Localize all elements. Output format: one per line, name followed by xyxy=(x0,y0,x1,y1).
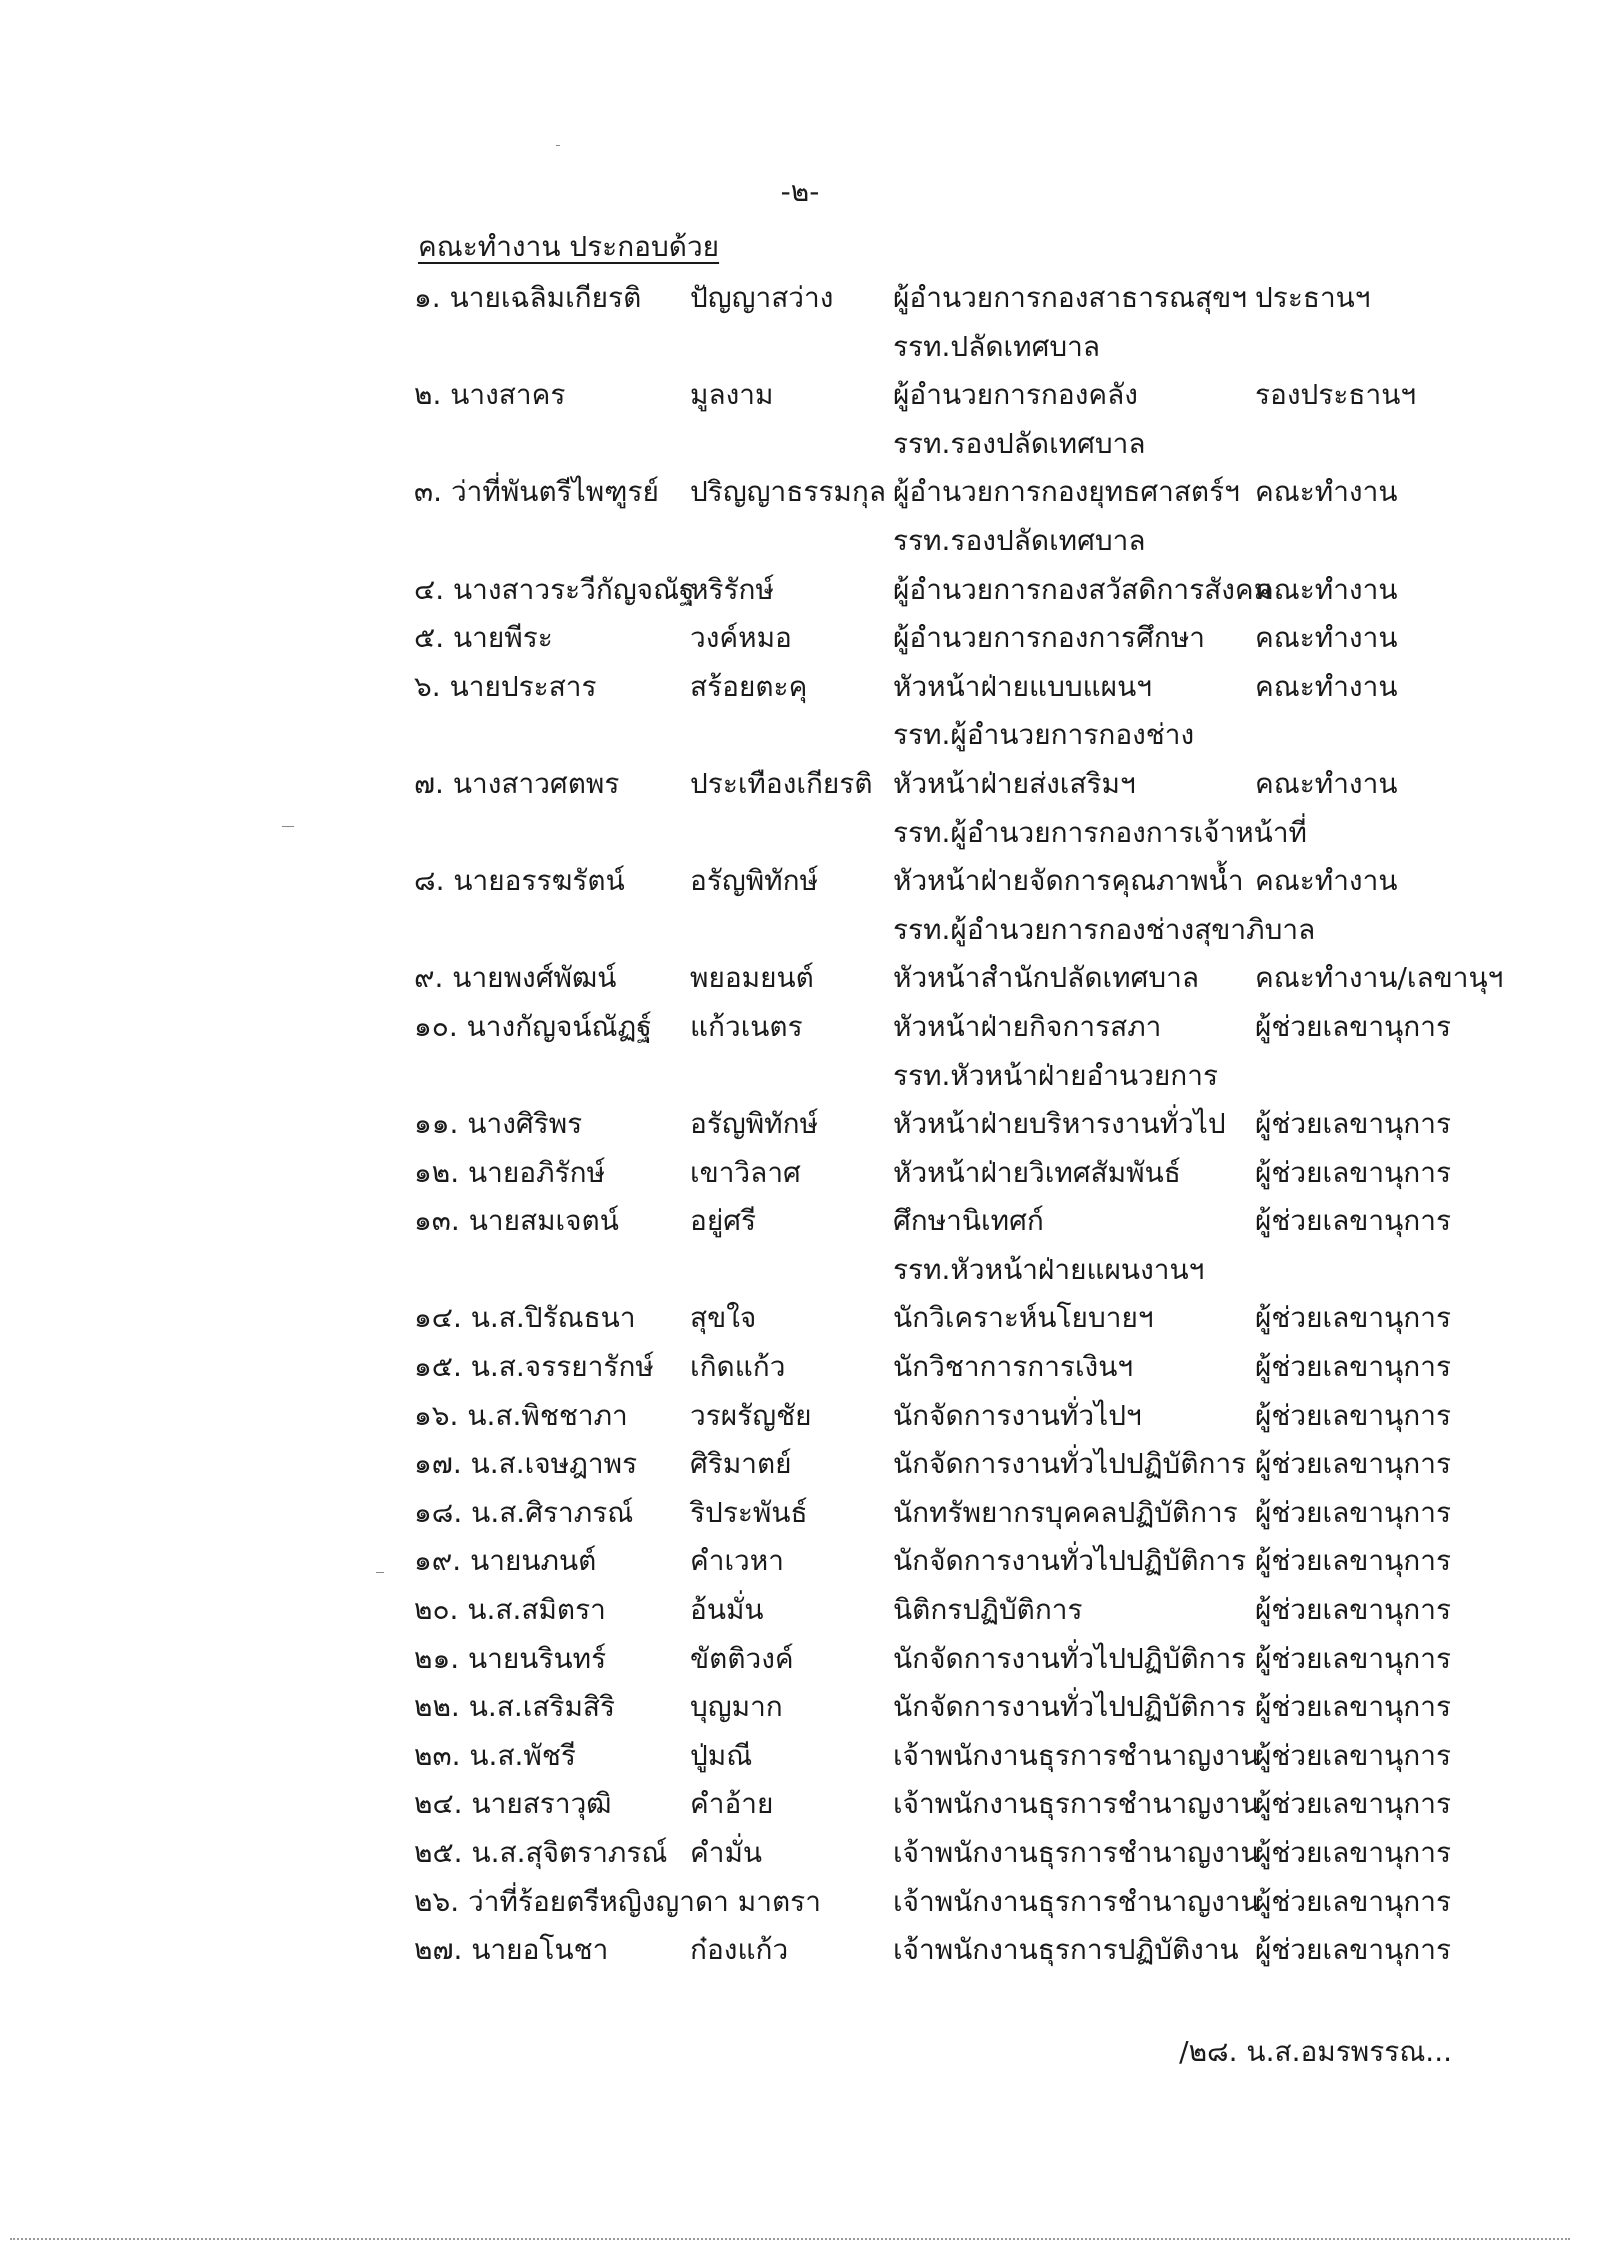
member-position: เจ้าพนักงานธุรการชำนาญงาน xyxy=(893,1787,1260,1821)
member-row xyxy=(0,1880,1600,1929)
member-position: หัวหน้าฝ่ายส่งเสริมฯ xyxy=(893,766,1136,800)
member-last-name: ประเทืองเกียรติ xyxy=(690,766,873,800)
member-row xyxy=(0,1151,1600,1200)
member-row xyxy=(0,1685,1600,1734)
member-first-name: ๒๗. นายอโนชา xyxy=(414,1933,609,1967)
member-row xyxy=(0,616,1600,665)
member-first-name: ๑๓. นายสมเจตน์ xyxy=(414,1204,619,1238)
member-row xyxy=(0,665,1600,714)
member-first-name: ๙. นายพงศ์พัฒน์ xyxy=(414,961,617,995)
member-role: ผู้ช่วยเลขานุการ xyxy=(1255,1738,1451,1772)
member-row xyxy=(0,1491,1600,1540)
member-row xyxy=(0,908,1600,957)
member-role: ผู้ช่วยเลขานุการ xyxy=(1255,1495,1451,1529)
member-position: เจ้าพนักงานธุรการปฏิบัติงาน xyxy=(893,1933,1239,1967)
member-first-name: ๒๓. น.ส.พัชรี xyxy=(414,1738,576,1772)
member-last-name: ริประพันธ์ xyxy=(690,1495,808,1529)
member-last-name: บุญมาก xyxy=(690,1690,783,1724)
member-last-name: คำมั่น xyxy=(690,1836,763,1869)
member-row xyxy=(0,1248,1600,1297)
member-role: ผู้ช่วยเลขานุการ xyxy=(1255,1641,1451,1675)
member-position: นักจัดการงานทั่วไปปฏิบัติการ xyxy=(893,1690,1247,1724)
member-role: ผู้ช่วยเลขานุการ xyxy=(1255,1787,1451,1821)
member-first-name: ๓. ว่าที่พันตรีไพฑูรย์ xyxy=(414,475,659,509)
scan-edge-line xyxy=(10,2238,1570,2240)
member-row xyxy=(0,276,1600,325)
member-last-name: อรัญพิทักษ์ xyxy=(690,864,819,898)
member-role: ผู้ช่วยเลขานุการ xyxy=(1255,1301,1451,1335)
continuation-note: /๒๘. น.ส.อมรพรรณ... xyxy=(1179,2035,1452,2068)
member-row xyxy=(0,1782,1600,1831)
member-row xyxy=(0,956,1600,1005)
member-first-name: ๑๒. นายอภิรักษ์ xyxy=(414,1155,606,1189)
member-role: ผู้ช่วยเลขานุการ xyxy=(1255,1155,1451,1189)
member-row xyxy=(0,1345,1600,1394)
member-position: นักวิชาการการเงินฯ xyxy=(893,1350,1134,1384)
member-first-name: ๒๑. นายนรินทร์ xyxy=(414,1641,607,1675)
member-last-name: อยู่ศรี xyxy=(690,1204,757,1238)
member-role: คณะทำงาน xyxy=(1255,572,1398,606)
member-role: คณะทำงาน xyxy=(1255,766,1398,800)
member-last-name: ปริญญาธรรมกุล xyxy=(690,475,886,509)
member-role: ผู้ช่วยเลขานุการ xyxy=(1255,1593,1451,1627)
member-row xyxy=(0,1831,1600,1880)
member-row xyxy=(0,519,1600,568)
member-position: นักจัดการงานทั่วไปปฏิบัติการ xyxy=(893,1544,1247,1578)
member-position: เจ้าพนักงานธุรการชำนาญงาน xyxy=(893,1836,1260,1869)
member-row xyxy=(0,1102,1600,1151)
member-role: คณะทำงาน xyxy=(1255,669,1398,703)
member-position: รรท.ผู้อำนวยการกองช่างสุขาภิบาล xyxy=(893,912,1316,946)
member-role: คณะทำงาน/เลขานุฯ xyxy=(1255,961,1504,995)
member-position: รรท.ปลัดเทศบาล xyxy=(893,329,1101,363)
member-last-name: มูลงาม xyxy=(690,378,774,412)
member-last-name: คำเวหา xyxy=(690,1544,784,1578)
member-row xyxy=(0,1054,1600,1103)
member-role: ประธานฯ xyxy=(1255,281,1371,314)
member-last-name: สร้อยตะคุ xyxy=(690,669,808,703)
member-role: ผู้ช่วยเลขานุการ xyxy=(1255,1009,1451,1043)
member-role: ผู้ช่วยเลขานุการ xyxy=(1255,1884,1451,1918)
member-row xyxy=(0,1539,1600,1588)
scan-mark xyxy=(376,1572,384,1573)
member-position: รรท.รองปลัดเทศบาล xyxy=(893,523,1146,557)
member-last-name: เกิดแก้ว xyxy=(690,1350,786,1384)
member-first-name: ๒๕. น.ส.สุจิตราภรณ์ xyxy=(414,1836,668,1869)
member-role: ผู้ช่วยเลขานุการ xyxy=(1255,1933,1451,1967)
member-position: หัวหน้าสำนักปลัดเทศบาล xyxy=(893,961,1199,995)
member-position: เจ้าพนักงานธุรการชำนาญงาน xyxy=(893,1884,1260,1918)
member-last-name: ก๋องแก้ว xyxy=(690,1933,789,1967)
member-position: นักจัดการงานทั่วไปปฏิบัติการ xyxy=(893,1641,1247,1675)
member-position: นักวิเคราะห์นโยบายฯ xyxy=(893,1301,1154,1335)
member-last-name: ปัญญาสว่าง xyxy=(690,281,834,314)
member-first-name: ๑๗. น.ส.เจษฎาพร xyxy=(414,1447,638,1481)
member-position: หัวหน้าฝ่ายกิจการสภา xyxy=(893,1009,1162,1043)
member-position: รรท.ผู้อำนวยการกองการเจ้าหน้าที่ xyxy=(893,815,1307,849)
committee-heading: คณะทำงาน ประกอบด้วย xyxy=(418,230,720,263)
member-last-name: ปู่มณี xyxy=(690,1738,753,1772)
member-first-name: ๑๐. นางกัญจน์ณัฏฐ์ xyxy=(414,1009,652,1043)
member-last-name: ขัตติวงค์ xyxy=(690,1641,794,1675)
member-role: ผู้ช่วยเลขานุการ xyxy=(1255,1204,1451,1238)
member-last-name: อ้นมั่น xyxy=(690,1593,764,1627)
member-first-name: ๑. นายเฉลิมเกียรติ xyxy=(414,281,642,314)
member-role: รองประธานฯ xyxy=(1255,378,1417,412)
member-role: ผู้ช่วยเลขานุการ xyxy=(1255,1350,1451,1384)
member-position: นักจัดการงานทั่วไปฯ xyxy=(893,1398,1142,1432)
member-row xyxy=(0,470,1600,519)
member-position: รรท.ผู้อำนวยการกองช่าง xyxy=(893,718,1195,752)
member-first-name: ๑๙. นายนภนต์ xyxy=(414,1544,597,1578)
member-row xyxy=(0,373,1600,422)
member-role: ผู้ช่วยเลขานุการ xyxy=(1255,1447,1451,1481)
member-position: นักทรัพยากรบุคคลปฏิบัติการ xyxy=(893,1495,1238,1529)
member-last-name: สุขใจ xyxy=(690,1301,757,1335)
member-role: ผู้ช่วยเลขานุการ xyxy=(1255,1690,1451,1724)
member-position: ผู้อำนวยการกองคลัง xyxy=(893,378,1138,412)
member-last-name: ศิริมาตย์ xyxy=(690,1447,792,1481)
member-first-name: ๖. นายประสาร xyxy=(414,669,597,703)
member-row xyxy=(0,1005,1600,1054)
member-last-name: อรัญพิทักษ์ xyxy=(690,1107,819,1141)
member-row xyxy=(0,859,1600,908)
member-row xyxy=(0,1199,1600,1248)
member-role: คณะทำงาน xyxy=(1255,864,1398,898)
member-position: ศึกษานิเทศก์ xyxy=(893,1204,1044,1238)
member-row xyxy=(0,1442,1600,1491)
committee-member-list xyxy=(0,276,1600,1977)
member-row xyxy=(0,713,1600,762)
member-row xyxy=(0,1394,1600,1443)
member-role: คณะทำงาน xyxy=(1255,475,1398,509)
member-position: รรท.หัวหน้าฝ่ายอำนวยการ xyxy=(893,1058,1218,1092)
member-first-name: ๒๒. น.ส.เสริมสิริ xyxy=(414,1690,616,1724)
member-last-name: แก้วเนตร xyxy=(690,1009,803,1043)
member-role: ผู้ช่วยเลขานุการ xyxy=(1255,1398,1451,1432)
scan-mark xyxy=(282,826,294,827)
member-role: ผู้ช่วยเลขานุการ xyxy=(1255,1107,1451,1141)
member-position: ผู้อำนวยการกองสวัสดิการสังคม xyxy=(893,572,1273,606)
member-first-name: ๔. นางสาวระวีกัญจณัฐ xyxy=(414,572,695,606)
member-position: รรท.หัวหน้าฝ่ายแผนงานฯ xyxy=(893,1252,1205,1286)
member-last-name: วงค์หมอ xyxy=(690,621,792,655)
member-row xyxy=(0,1588,1600,1637)
member-last-name: วรผรัญชัย xyxy=(690,1398,812,1432)
scan-mark xyxy=(556,145,560,146)
member-first-name: ๑๘. น.ส.ศิราภรณ์ xyxy=(414,1495,634,1529)
member-position: หัวหน้าฝ่ายจัดการคุณภาพน้ำ xyxy=(893,864,1244,898)
member-row xyxy=(0,568,1600,617)
member-first-name: ๑๔. น.ส.ปิรัณธนา xyxy=(414,1301,636,1335)
member-first-name: ๒๔. นายสราวุฒิ xyxy=(414,1787,612,1821)
member-row xyxy=(0,1928,1600,1977)
member-row xyxy=(0,1296,1600,1345)
member-row xyxy=(0,422,1600,471)
member-position: หัวหน้าฝ่ายวิเทศสัมพันธ์ xyxy=(893,1155,1181,1189)
member-position: นิติกรปฏิบัติการ xyxy=(893,1593,1083,1627)
member-row xyxy=(0,325,1600,374)
member-first-name: ๒. นางสาคร xyxy=(414,378,566,412)
member-first-name: ๑๕. น.ส.จรรยารักษ์ xyxy=(414,1350,654,1384)
member-position: ผู้อำนวยการกองยุทธศาสตร์ฯ xyxy=(893,475,1240,509)
member-first-name: ๑๖. น.ส.พิชชาภา xyxy=(414,1398,628,1432)
member-position: นักจัดการงานทั่วไปปฏิบัติการ xyxy=(893,1447,1247,1481)
member-first-name: ๘. นายอรรฆรัตน์ xyxy=(414,864,625,898)
member-position: รรท.รองปลัดเทศบาล xyxy=(893,426,1146,460)
member-row xyxy=(0,1637,1600,1686)
member-last-name: หริรักษ์ xyxy=(690,572,774,606)
member-position: หัวหน้าฝ่ายแบบแผนฯ xyxy=(893,669,1152,703)
member-role: คณะทำงาน xyxy=(1255,621,1398,655)
member-position: ผู้อำนวยการกองการศึกษา xyxy=(893,621,1205,655)
member-first-name: ๒๖. ว่าที่ร้อยตรีหญิงญาดา มาตรา xyxy=(414,1884,821,1918)
member-first-name: ๗. นางสาวศตพร xyxy=(414,766,620,800)
member-position: ผู้อำนวยการกองสาธารณสุขฯ xyxy=(893,281,1247,314)
member-row xyxy=(0,1734,1600,1783)
member-first-name: ๕. นายพีระ xyxy=(414,621,553,655)
page-number: -๒- xyxy=(780,175,820,208)
member-first-name: ๒๐. น.ส.สมิตรา xyxy=(414,1593,606,1627)
member-row xyxy=(0,811,1600,860)
member-last-name: พยอมยนต์ xyxy=(690,961,814,995)
member-last-name: เขาวิลาศ xyxy=(690,1155,801,1189)
member-row xyxy=(0,762,1600,811)
member-position: หัวหน้าฝ่ายบริหารงานทั่วไป xyxy=(893,1107,1226,1141)
member-position: เจ้าพนักงานธุรการชำนาญงาน xyxy=(893,1738,1260,1772)
member-first-name: ๑๑. นางศิริพร xyxy=(414,1107,583,1141)
member-role: ผู้ช่วยเลขานุการ xyxy=(1255,1836,1451,1869)
member-last-name: คำอ้าย xyxy=(690,1787,774,1821)
member-role: ผู้ช่วยเลขานุการ xyxy=(1255,1544,1451,1578)
